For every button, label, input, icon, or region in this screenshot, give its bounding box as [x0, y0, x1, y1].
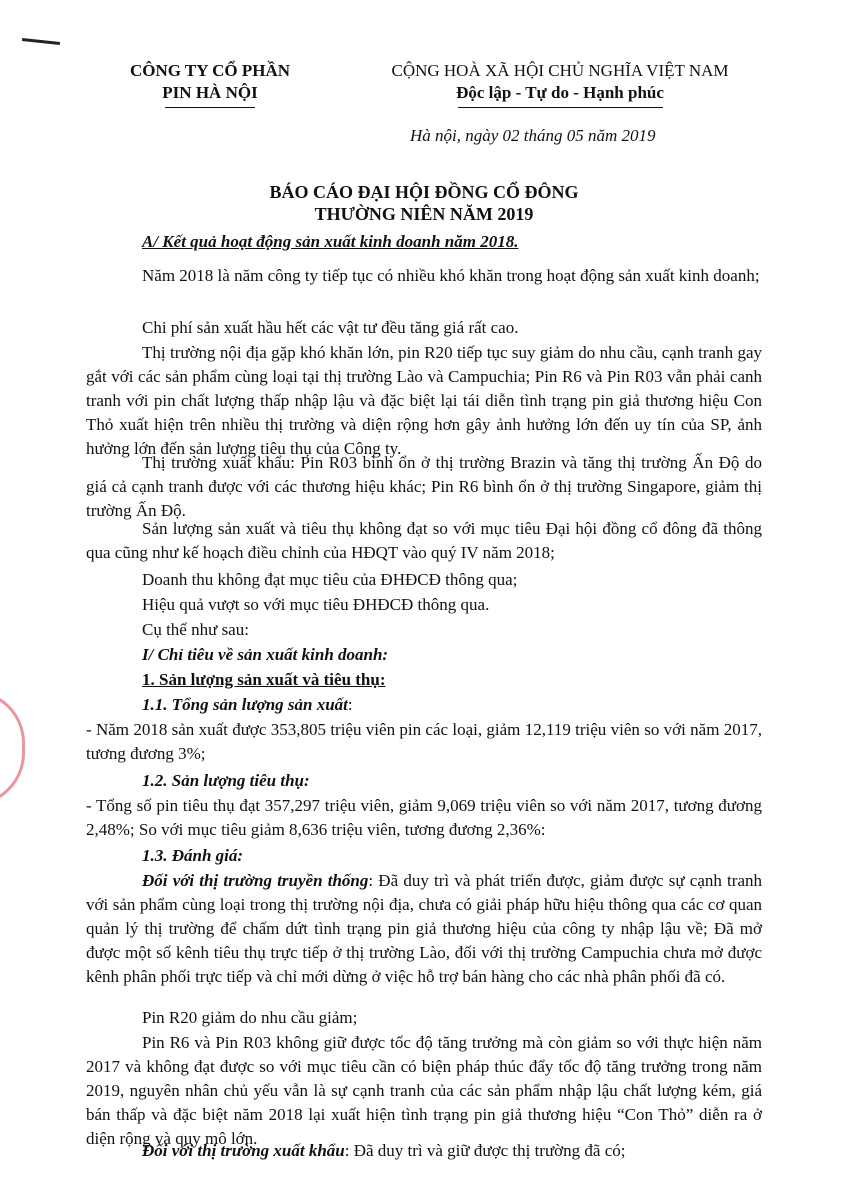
section-1-2-heading: 1.2. Sản lượng tiêu thụ: — [142, 771, 310, 790]
company-name — [100, 60, 320, 104]
eval-domestic-text: : Đã duy trì và phát triển được, giảm được sự cạnh tranh với sản phẩm cùng loại trong thị trường nội địa, chưa có giải pháp hữu hiệu thông qua các cơ quan quản lý thị trường để chấm dứt tình trạng pin giả thương hiệu của công ty nhập lậu về; Đã mở được một số kênh tiêu thụ trực tiếp ở thị trường Lào, đối với thị trường Campuchia chưa mở được kênh phân phối trực tiếp và chỉ mới dừng ở việc hỗ trợ bán hàng cho các nhà phân phối đã có. — [86, 871, 762, 986]
report-title-line-2: THƯỜNG NIÊN NĂM 2019 — [314, 204, 534, 224]
section-1-1-colon: : — [347, 695, 353, 714]
paragraph-6: Doanh thu không đạt mục tiêu của ĐHĐCĐ thông qua; — [142, 570, 518, 589]
section-1-1-label: 1.1. Tổng sản lượng sản xuất — [142, 695, 348, 714]
motto-line: Độc lập - Tự do - Hạnh phúc — [456, 83, 664, 102]
country-line: CỘNG HOÀ XÃ HỘI CHỦ NGHĨA VIỆT NAM — [391, 61, 729, 80]
paragraph-7: Hiệu quả vượt so với mục tiêu ĐHĐCĐ thông qua. — [142, 595, 490, 614]
company-underline — [165, 107, 255, 108]
eval-export-label: Đối với thị trường xuất khẩu — [142, 1141, 345, 1160]
eval-r20: Pin R20 giảm do nhu cầu giảm; — [142, 1008, 358, 1027]
paragraph-4: Thị trường xuất khẩu: Pin R03 bình ổn ở thị trường Brazin và tăng thị trường Ấn Độ do giá cả cạnh tranh được với các thương hiệu khác; Pin R6 bình ổn ở thị trường Singapore, giảm thị trường Ấn Độ. — [86, 453, 762, 520]
section-1-heading: 1. Sản lượng sản xuất và tiêu thụ: — [142, 670, 386, 689]
paragraph-3: Thị trường nội địa gặp khó khăn lớn, pin R20 tiếp tục suy giảm do nhu cầu, cạnh tranh gay gắt với các sản phẩm cùng loại tại thị trường Lào và Campuchia; Pin R6 và Pin R03 vẫn phải canh tranh với pin chất lượng thấp nhập lậu và đặc biệt lại tái diễn tình trạng pin giả thương hiệu Con Thỏ xuất hiện trên nhiều thị trường và diện rộng hơn gây ảnh hưởng lớn đến uy tín của SP, ảnh hưởng lớn đến sản lượng tiêu thụ của Công ty. — [86, 343, 762, 458]
paragraph-1-1: - Năm 2018 sản xuất được 353,805 triệu viên pin các loại, giảm 12,119 triệu viên so với năm 2017, tương đương 3%; — [86, 720, 762, 763]
company-line-2: PIN HÀ NỘI — [162, 83, 258, 102]
section-a-heading: A/ Kết quả hoạt động sản xuất kinh doanh năm 2018. — [142, 232, 519, 251]
section-1-3-heading: 1.3. Đánh giá: — [142, 846, 244, 865]
paragraph-1: Năm 2018 là năm công ty tiếp tục có nhiều khó khăn trong hoạt động sản xuất kinh doanh; — [142, 266, 760, 285]
company-seal-fragment — [0, 690, 25, 806]
paragraph-8: Cụ thể như sau: — [142, 620, 249, 639]
eval-r6-r03: Pin R6 và Pin R03 không giữ được tốc độ tăng trưởng mà còn giảm so với thực hiện năm 2017 và không đạt được so với mục tiêu cần có biện pháp thúc đẩy tốc độ tăng trưởng trong năm 2019, nguyên nhân chủ yếu vẫn là sự cạnh tranh của các sản phẩm nhập lậu chất lượng kém, giá bán thấp và đặc biệt năm 2018 lại xuất hiện tình trạng pin giả thương hiệu “Con Thỏ” diễn ra ở diện rộng và quy mô lớn. — [86, 1033, 762, 1148]
section-1-1-heading — [86, 693, 762, 717]
eval-domestic-label: Đối với thị trường truyền thống — [142, 871, 369, 890]
national-header — [340, 60, 780, 104]
eval-export — [86, 1139, 762, 1163]
document-date: Hà nội, ngày 02 tháng 05 năm 2019 — [410, 126, 656, 145]
eval-export-text: : Đã duy trì và giữ được thị trường đã có; — [344, 1141, 626, 1160]
company-line-1: CÔNG TY CỔ PHẦN — [129, 61, 291, 80]
motto-underline — [458, 107, 663, 108]
paragraph-5: Sản lượng sản xuất và tiêu thụ không đạt so với mục tiêu Đại hội đồng cổ đông đã thông qua cũng như kế hoạch điều chỉnh của HĐQT vào quý IV năm 2018; — [86, 519, 762, 562]
pen-mark — [22, 38, 60, 45]
section-i-heading: I/ Chỉ tiêu về sản xuất kinh doanh: — [142, 645, 389, 664]
report-title-line-1: BÁO CÁO ĐẠI HỘI ĐỒNG CỔ ĐÔNG — [269, 182, 579, 202]
eval-domestic — [86, 869, 762, 989]
paragraph-2: Chi phí sản xuất hầu hết các vật tư đều tăng giá rất cao. — [142, 318, 519, 337]
paragraph-1-2: - Tổng số pin tiêu thụ đạt 357,297 triệu viên, giảm 9,069 triệu viên so với năm 2017, tương đương 2,48%; So với mục tiêu giảm 8,636 triệu viên, tương đương 2,36%: — [86, 796, 762, 839]
